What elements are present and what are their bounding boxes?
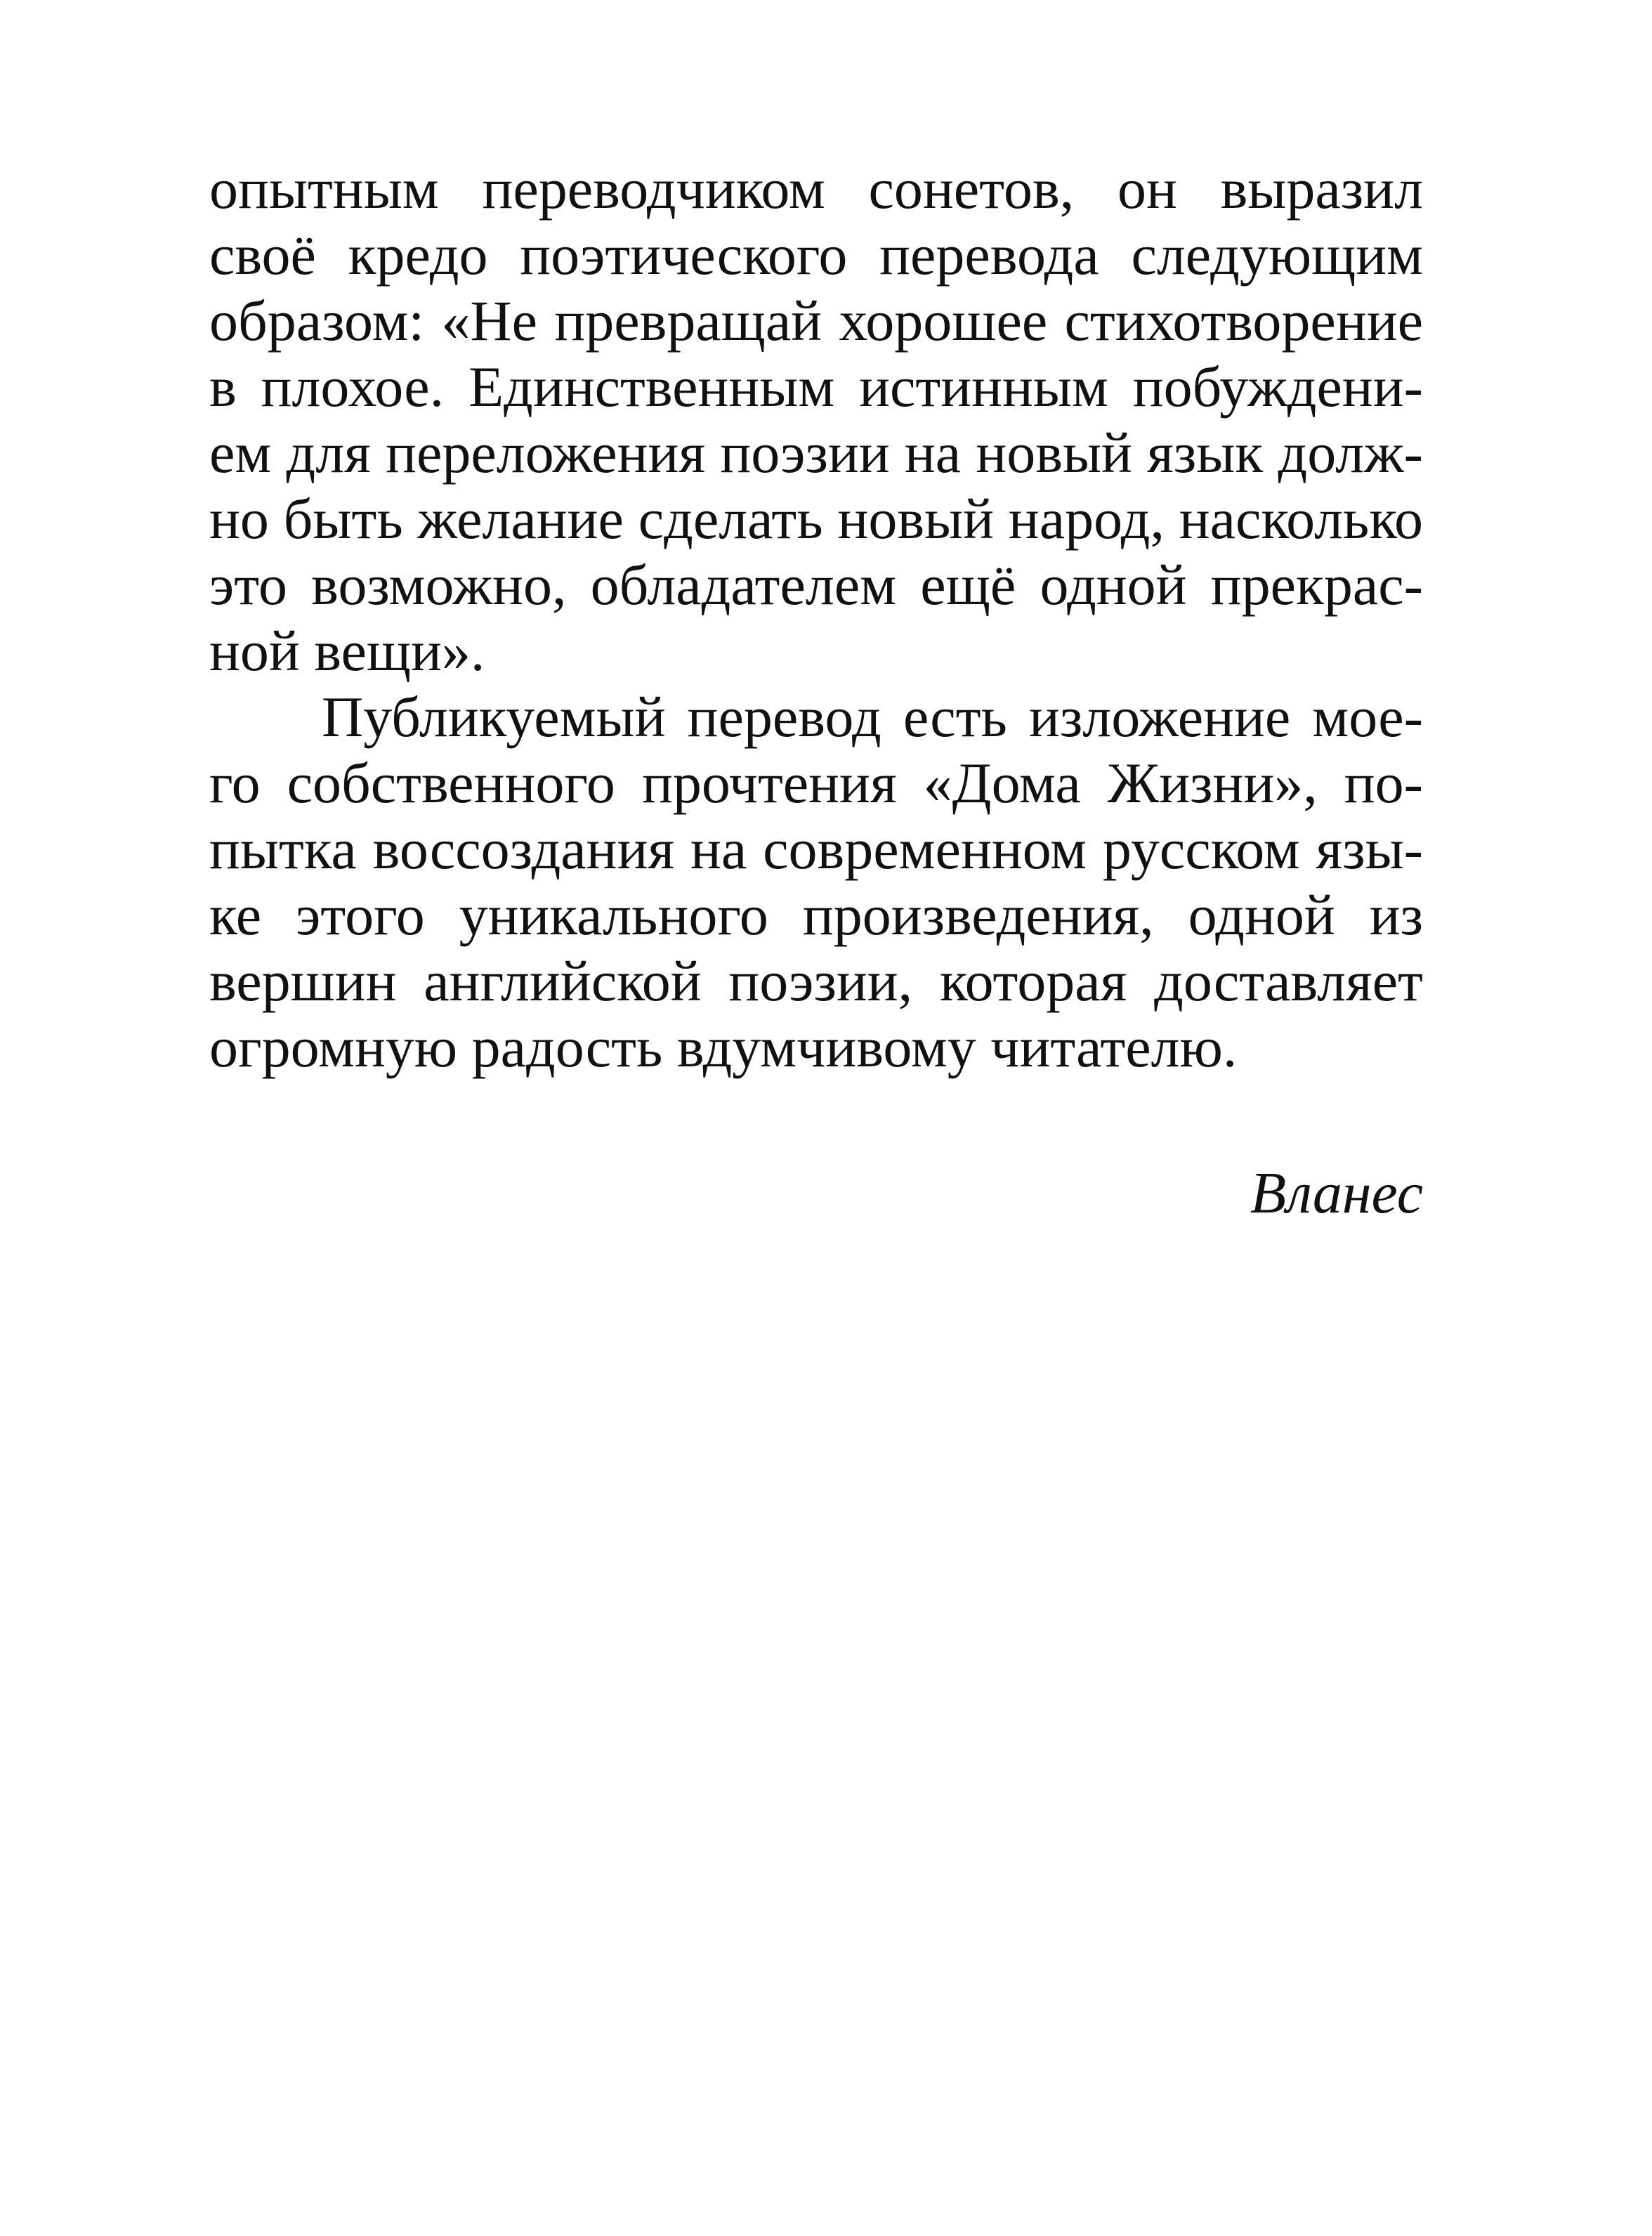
text-line: в плохое. Единственным истинным побуждени- bbox=[209, 355, 1423, 419]
text-line: ной вещи». bbox=[209, 619, 485, 683]
text-line: огромную радость вдумчивому читателю. bbox=[209, 1015, 1238, 1079]
paragraph-2 bbox=[209, 684, 1423, 1080]
text-line: образом: «Не превращай хорошее стихотворение bbox=[209, 289, 1423, 353]
text-line: своё кредо поэтического перевода следующим bbox=[209, 223, 1423, 287]
text-line: ем для переложения поэзии на новый язык долж- bbox=[209, 421, 1423, 485]
text-line: но быть желание сделать новый народ, насколько bbox=[209, 487, 1423, 551]
body-text bbox=[209, 156, 1423, 1080]
paragraph-1 bbox=[209, 156, 1423, 684]
text-line: го собственного прочтения «Дома Жизни», по- bbox=[209, 751, 1423, 815]
text-line: ке этого уникального произведения, одной из bbox=[209, 883, 1423, 947]
text-line: пытка воссоздания на современном русском язы- bbox=[209, 817, 1423, 881]
author-signature: Вланес bbox=[1250, 1161, 1423, 1226]
text-line: вершин английской поэзии, которая доставляет bbox=[209, 949, 1423, 1013]
text-line: Публикуемый перевод есть изложение мое- bbox=[322, 685, 1423, 749]
text-line: это возможно, обладателем ещё одной прекрас- bbox=[209, 553, 1423, 617]
text-line: опытным переводчиком сонетов, он выразил bbox=[209, 157, 1423, 221]
